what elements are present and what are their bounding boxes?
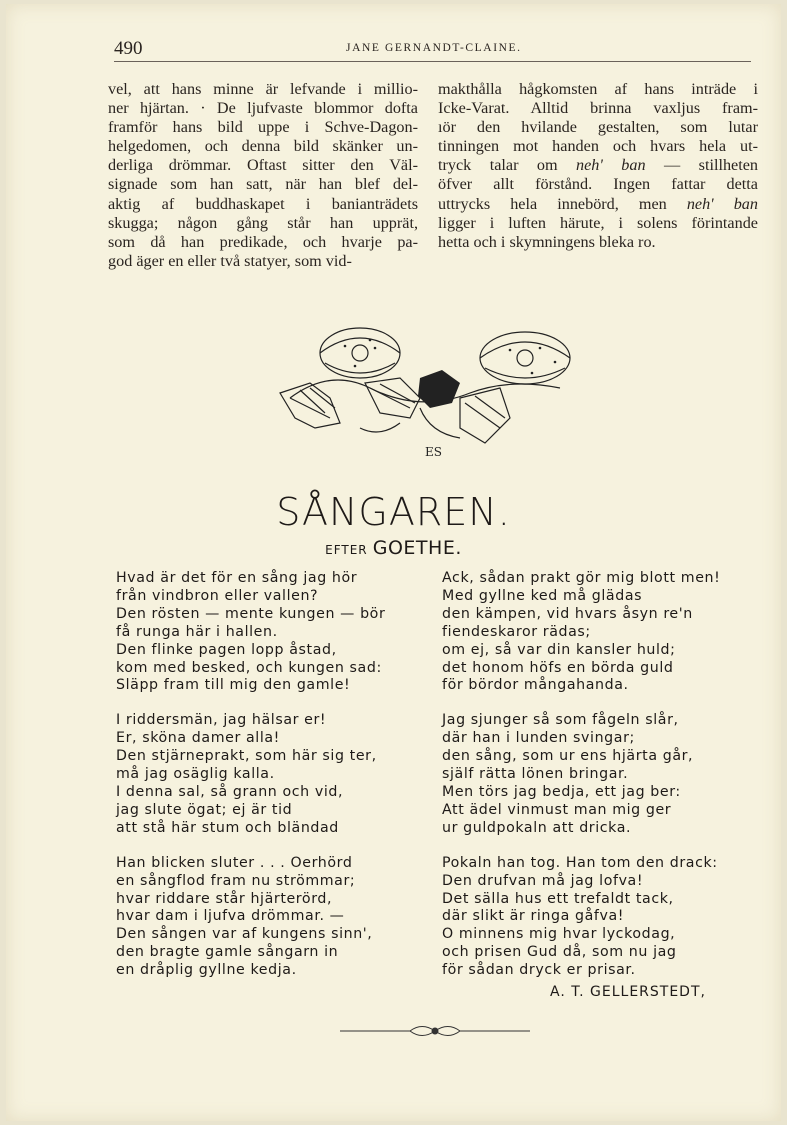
prose-line: signade som han satt, när han blef del- (108, 175, 418, 194)
poem-line: Ack, sådan prakt gör mig blott men! (442, 570, 721, 586)
ornament-divider (340, 1020, 530, 1042)
poem-stanza (116, 712, 385, 837)
poem-stanza (442, 855, 720, 980)
poem-line: för bördor mångahanda. (442, 677, 629, 694)
svg-text:ES: ES (425, 445, 442, 459)
poem-line: Men törs jag bedja, ett jag ber: (442, 783, 681, 800)
poem-line: Det sälla hus ett trefaldt tack, (442, 890, 674, 907)
poem-line: Att ädel vinmust man mig ger (442, 801, 672, 818)
poem-line: Jag sjunger så som fågeln slår, (442, 712, 679, 729)
poem-line: om ej, så var din kansler huld; (442, 641, 676, 658)
prose-line: derliga drömmar. Oftast sitter den Väl- (108, 156, 418, 175)
poem-line: Pokaln han tog. Han tom den drack: (442, 854, 718, 871)
poem-line: O minnens mig hvar lyckodag, (442, 926, 676, 943)
poem-line: må jag osäglig kalla. (116, 766, 275, 783)
poem-title: SÅNGAREN. (276, 490, 511, 534)
poem-line: Med gyllne ked må glädas (442, 587, 643, 604)
page-number: 490 (114, 38, 143, 59)
poem-line: hvar dam i ljufva drömmar. — (116, 908, 345, 925)
poem-right-column (442, 570, 720, 997)
poem-line: Den stjärneprakt, som här sig ter, (116, 748, 377, 765)
poem-line: Den rösten — mente kungen — bör (116, 605, 386, 622)
poem-line: där slikt är ringa gåfva! (442, 908, 625, 925)
italic-term: neh' ban (576, 156, 646, 175)
poem-stanza (116, 570, 385, 695)
floral-illustration (270, 318, 590, 468)
prose-text: uttrycks hela innebörd, men (438, 194, 687, 213)
poem-line: den kämpen, vid hvars åsyn re'n (442, 605, 693, 622)
poem-left-column (116, 570, 385, 997)
poem-line: från vindbron eller vallen? (116, 587, 319, 604)
prose-text: — stillheten (645, 156, 759, 175)
poem-line: Er, sköna damer alla! (116, 730, 280, 747)
poem-line: det honom höfs en börda guld (442, 659, 674, 676)
prose-line: tinningen mot handen och hvars hela ut- (438, 137, 758, 156)
poem-line: kom med besked, och kungen sad: (116, 659, 382, 676)
prose-line (438, 195, 758, 214)
prose-line: makthålla hågkomsten af hans inträde i (438, 80, 758, 98)
prose-line: skugga; någon gång står han upprät, (108, 213, 418, 232)
poem-line: en dråplig gyllne kedja. (116, 962, 297, 979)
poem-line: Den drufvan må jag lofva! (442, 872, 644, 889)
poem-line: Hvad är det för en sång jag hör (116, 570, 358, 586)
prose-line: god äger en eller två statyer, som vid- (108, 251, 352, 270)
poem-line: för sådan dryck er prisar. (442, 962, 636, 979)
poem-line: ur guldpokaln att dricka. (442, 819, 632, 836)
prose-line: vel, att hans minne är lefvande i millio- (108, 80, 418, 98)
prose-line (438, 156, 758, 175)
poem-line: och prisen Gud då, som nu jag (442, 944, 677, 961)
poem-line: få runga här i hallen. (116, 623, 278, 640)
poem-subtitle (0, 537, 787, 559)
poem-line: där han i lunden svingar; (442, 730, 635, 747)
poem-line: hvar riddare står hjärterörd, (116, 890, 333, 907)
poem-stanza (116, 855, 385, 980)
prose-line: ner hjärtan. · De ljufvaste blommor dofta (108, 99, 418, 118)
poem-line: den sång, som ur ens hjärta går, (442, 748, 694, 765)
prose-line: hetta och i skymningens bleka ro. (438, 232, 656, 251)
poem-line: Han blicken sluter . . . Oerhörd (116, 854, 353, 871)
poem-line: en sångflod fram nu strömmar; (116, 872, 356, 889)
poem-line: att stå här stum och bländad (116, 819, 339, 836)
poem-line: Den flinke pagen lopp åstad, (116, 641, 337, 658)
poem-line: Den sången var af kungens sinn', (116, 926, 373, 943)
prose-text: tryck talar om (438, 156, 577, 175)
prose-right-column (438, 80, 758, 252)
prose-line: öfver allt förstånd. Ingen fattar detta (438, 175, 758, 194)
prose-line: framför hans bild uppe i Schve-Dagon- (108, 118, 418, 137)
poem-stanza (442, 712, 720, 837)
prose-line: ligger i luften härute, i solens förintande (438, 213, 758, 232)
subtitle-author: GOETHE. (372, 537, 462, 559)
prose-left-column (108, 80, 418, 271)
prose-line: aktig af buddhaskapet i banianträdets (108, 194, 418, 213)
poem-signature: A. T. GELLERSTEDT, (550, 984, 706, 1000)
poem-line: själf rätta lönen bringar. (442, 766, 629, 783)
poem-line: Släpp fram till mig den gamle! (116, 677, 351, 694)
prose-line: ıör den hvilande gestalten, som lutar (438, 118, 758, 137)
poem-stanza (442, 570, 720, 695)
poem-line: I denna sal, så grann och vid, (116, 783, 344, 800)
poem-line: I riddersmän, jag hälsar er! (116, 712, 327, 729)
poem-line: den bragte gamle sångarn in (116, 944, 339, 961)
prose-line: Icke-Varat. Alltid brinna vaxljus fram- (438, 99, 758, 118)
poem-line: fiendeskaror rädas; (442, 623, 591, 640)
italic-term: neh' ban (686, 194, 758, 213)
running-title: JANE GERNANDT-CLAINE. (346, 42, 522, 54)
prose-line: som då han predikade, och hvarje pa- (108, 232, 418, 251)
poem-line: jag slute ögat; ej är tid (116, 801, 293, 818)
subtitle-prefix: EFTER (325, 543, 368, 557)
prose-line: helgedomen, och denna bild skänker un- (108, 137, 418, 156)
header-rule (114, 61, 751, 62)
